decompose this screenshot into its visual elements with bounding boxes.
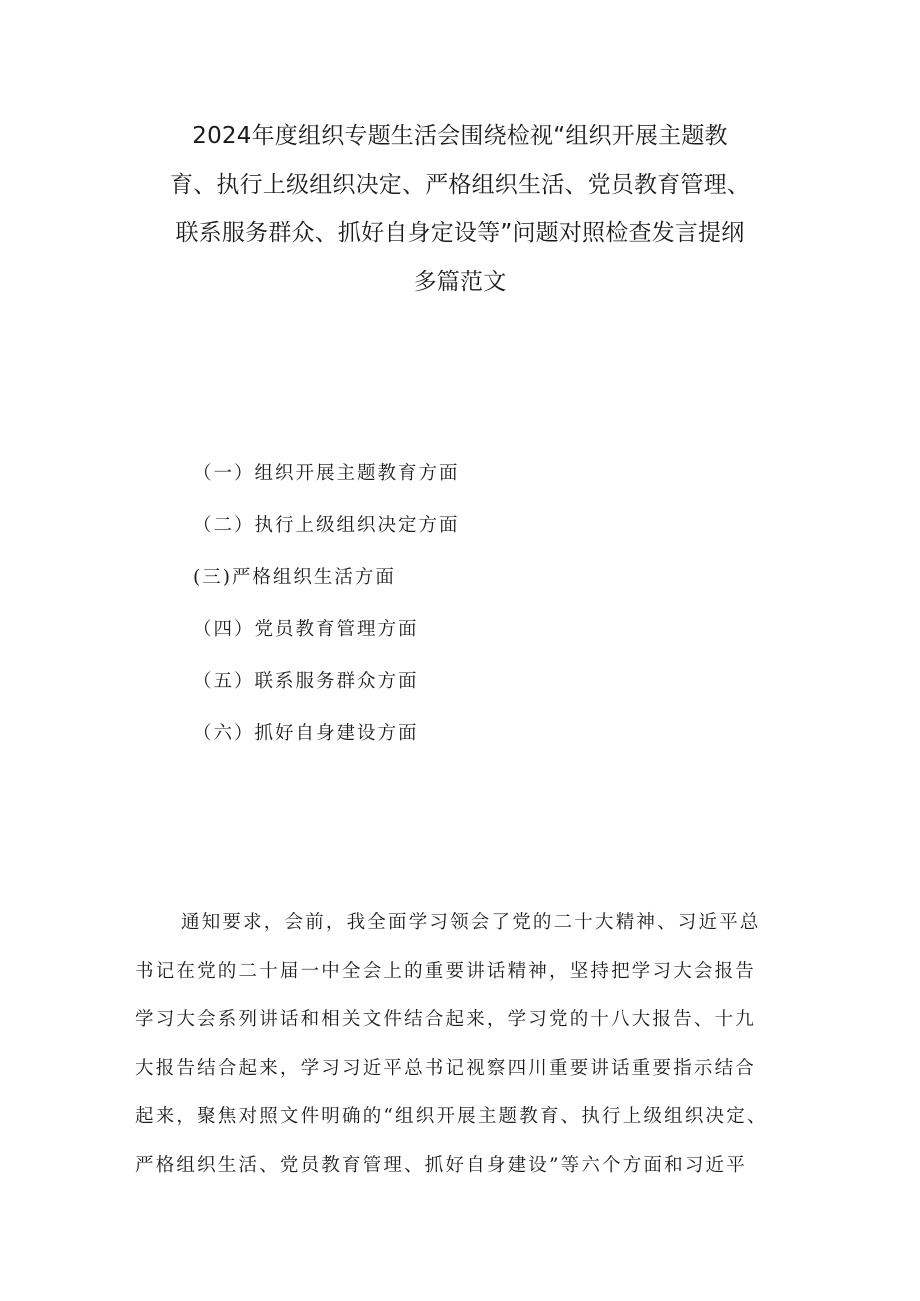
title-line: 多篇范文 [413,268,507,295]
body-line: 通知要求，会前，我全面学习领会了党的二十大精神、习近平总 [181,912,761,933]
document-title [140,112,780,306]
body-line: 大报告结合起来，学习习近平总书记视察四川重要讲话重要指示结合 [135,1057,757,1079]
table-of-contents [193,456,613,768]
title-line: 育、执行上级组织决定、严格组织生活、党员教育管理、 [170,171,750,198]
body-paragraph [135,902,795,1193]
body-line: 起来，聚焦对照文件明确的“组织开展主题教育、执行上级组织决定、 [135,1106,768,1127]
toc-item: （一）组织开展主题教育方面 [193,463,460,484]
toc-item: （四）党员教育管理方面 [193,619,419,640]
toc-item: （二）执行上级组织决定方面 [193,515,460,536]
body-line: 严格组织生活、党员教育管理、抓好自身建设”等六个方面和习近平 [135,1154,747,1176]
body-line: 学习大会系列讲话和相关文件结合起来，学习党的十八大报告、十九 [135,1009,757,1030]
toc-item: (三)严格组织生活方面 [193,567,396,588]
title-line: 2024年度组织专题生活会围绕检视“组织开展主题教 [192,123,728,149]
title-line: 联系服务群众、抓好自身定设等”问题对照检查发言提纲 [175,220,745,246]
toc-item: （六）抓好自身建设方面 [193,723,419,744]
body-line: 书记在党的二十届一中全会上的重要讲话精神，坚持把学习大会报告 [135,960,757,982]
toc-item: （五）联系服务群众方面 [193,671,419,692]
